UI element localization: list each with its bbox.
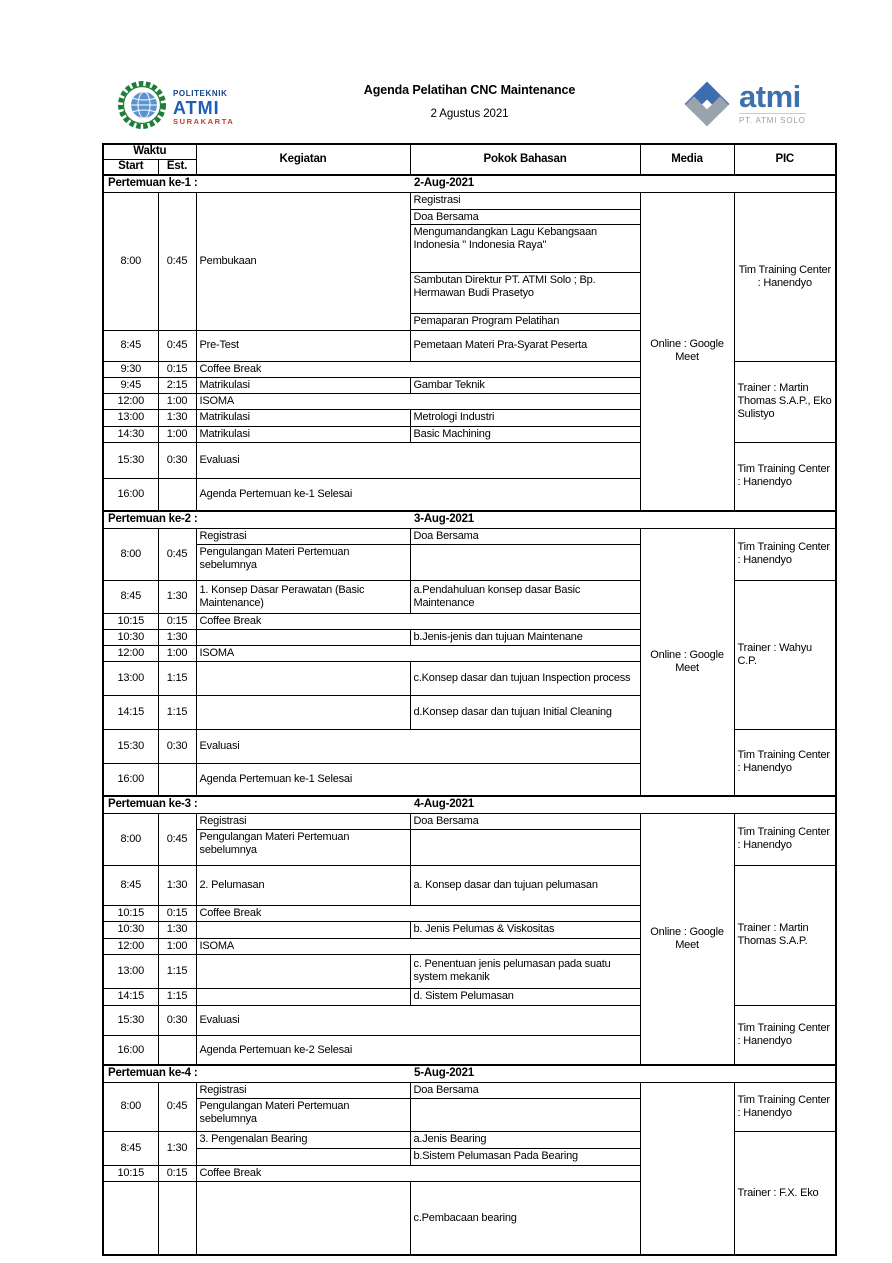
- pic-cell: Tim Training Center : Hanendyo: [734, 1082, 836, 1131]
- start-cell: 16:00: [103, 478, 158, 511]
- est-cell: 0:30: [158, 1005, 196, 1035]
- start-cell: 14:15: [103, 988, 158, 1005]
- pokok-cell: Gambar Teknik: [410, 377, 640, 393]
- kegiatan-cell: Evaluasi: [196, 442, 640, 478]
- est-cell: [158, 1181, 196, 1255]
- est-cell: 1:00: [158, 938, 196, 954]
- pic-cell: Tim Training Center : Hanendyo: [734, 813, 836, 865]
- pokok-cell: d.Konsep dasar dan tujuan Initial Cleaning: [410, 695, 640, 729]
- page-title: Agenda Pelatihan CNC Maintenance: [363, 83, 576, 97]
- pokok-cell: Basic Machining: [410, 426, 640, 442]
- start-cell: 10:30: [103, 629, 158, 645]
- est-cell: [158, 1035, 196, 1065]
- kegiatan-cell: Agenda Pertemuan ke-1 Selesai: [196, 478, 640, 511]
- est-cell: 0:45: [158, 330, 196, 361]
- start-cell: 8:45: [103, 1131, 158, 1165]
- table-header: [103, 144, 836, 175]
- est-cell: 1:15: [158, 661, 196, 695]
- pic-cell: Trainer : F.X. Eko: [734, 1131, 836, 1255]
- kegiatan-subrow: 3. Pengenalan Bearing: [197, 1132, 410, 1149]
- col-header-pokok-bahasan: Pokok Bahasan: [410, 144, 640, 175]
- pokok-subrow: [411, 1099, 640, 1130]
- section-label: Pertemuan ke-4 :: [108, 1067, 198, 1080]
- start-cell: 8:00: [103, 813, 158, 865]
- est-cell: 1:15: [158, 695, 196, 729]
- start-cell: 8:45: [103, 580, 158, 613]
- kegiatan-cell: Evaluasi: [196, 729, 640, 763]
- kegiatan-subrow: Pengulangan Materi Pertemuan sebelumnya: [199, 546, 350, 572]
- pokok-cell: [410, 1131, 640, 1165]
- start-cell: 13:00: [103, 409, 158, 426]
- start-cell: 12:00: [103, 938, 158, 954]
- pic-cell: Trainer : Martin Thomas S.A.P., Eko Sulistyo: [734, 361, 836, 442]
- kegiatan-subrow: [197, 1149, 410, 1164]
- pic-cell: Trainer : Wahyu C.P.: [734, 580, 836, 729]
- pic-cell: Tim Training Center : Hanendyo: [734, 1005, 836, 1065]
- page-date: 2 Agustus 2021: [430, 108, 509, 120]
- kegiatan-cell: ISOMA: [196, 393, 640, 409]
- start-cell: 10:30: [103, 921, 158, 938]
- media-cell: Online : Google Meet: [640, 813, 734, 1065]
- section-header-row: [103, 175, 836, 192]
- kegiatan-subrow: Pengulangan Materi Pertemuan sebelumnya: [199, 831, 350, 857]
- start-cell: 16:00: [103, 763, 158, 796]
- pokok-cell: b.Jenis-jenis dan tujuan Maintenane: [410, 629, 640, 645]
- pokok-cell: d. Sistem Pelumasan: [410, 988, 640, 1005]
- pokok-cell: [410, 1082, 640, 1131]
- start-cell: 10:15: [103, 905, 158, 921]
- section-label: Pertemuan ke-3 :: [108, 798, 198, 811]
- kegiatan-cell: Pre-Test: [196, 330, 410, 361]
- kegiatan-cell: [196, 629, 410, 645]
- start-cell: 9:45: [103, 377, 158, 393]
- pokok-cell: b. Jenis Pelumas & Viskositas: [410, 921, 640, 938]
- pic-cell: Tim Training Center : Hanendyo: [734, 729, 836, 796]
- est-cell: [158, 478, 196, 511]
- table-row: [103, 528, 836, 580]
- media-cell: [640, 1082, 734, 1255]
- pokok-cell: [410, 192, 640, 330]
- pokok-cell: [410, 813, 640, 865]
- start-cell: 15:30: [103, 442, 158, 478]
- section-pertemuan-4: [103, 1065, 836, 1255]
- pokok-subrow: Doa Bersama: [411, 814, 640, 830]
- est-cell: 1:30: [158, 629, 196, 645]
- pic-cell: Tim Training Center : Hanendyo: [734, 528, 836, 580]
- est-cell: 0:15: [158, 361, 196, 377]
- col-header-pic: PIC: [734, 144, 836, 175]
- pic-cell: Tim Training Center : Hanendyo: [734, 442, 836, 511]
- est-cell: 0:45: [158, 813, 196, 865]
- est-cell: 0:45: [158, 1082, 196, 1131]
- kegiatan-cell: Coffee Break: [196, 613, 640, 629]
- kegiatan-cell: ISOMA: [196, 645, 640, 661]
- kegiatan-cell: [196, 661, 410, 695]
- est-cell: 2:15: [158, 377, 196, 393]
- kegiatan-cell: Agenda Pertemuan ke-1 Selesai: [196, 763, 640, 796]
- est-cell: 1:00: [158, 393, 196, 409]
- pokok-subrow: Sambutan Direktur PT. ATMI Solo ; Bp. Hermawan Budi Prasetyo: [411, 273, 640, 314]
- politeknik-atmi-surakarta-logo: [116, 79, 234, 136]
- pokok-cell: a. Konsep dasar dan tujuan pelumasan: [410, 865, 640, 905]
- col-header-waktu: Waktu: [103, 144, 196, 159]
- section-header-row: [103, 796, 836, 813]
- section-label: Pertemuan ke-1 :: [108, 177, 198, 190]
- pokok-cell: a.Pendahuluan konsep dasar Basic Maintenance: [410, 580, 640, 613]
- start-cell: [103, 1181, 158, 1255]
- start-cell: 9:30: [103, 361, 158, 377]
- kegiatan-cell: [196, 1131, 410, 1165]
- est-cell: 1:00: [158, 426, 196, 442]
- start-cell: 8:00: [103, 192, 158, 330]
- start-cell: 8:00: [103, 528, 158, 580]
- start-cell: 15:30: [103, 729, 158, 763]
- est-cell: 0:15: [158, 1165, 196, 1181]
- kegiatan-cell: [196, 813, 410, 865]
- kegiatan-cell: [196, 695, 410, 729]
- pokok-cell: c.Konsep dasar dan tujuan Inspection process: [410, 661, 640, 695]
- pokok-cell: c. Penentuan jenis pelumasan pada suatu system mekanik: [410, 954, 640, 988]
- kegiatan-cell: [196, 528, 410, 580]
- est-cell: [158, 763, 196, 796]
- kegiatan-cell: ISOMA: [196, 938, 640, 954]
- kegiatan-cell: [196, 988, 410, 1005]
- table-row: [103, 192, 836, 330]
- start-cell: 12:00: [103, 393, 158, 409]
- pokok-subrow: Pemaparan Program Pelatihan: [413, 315, 560, 328]
- section-date: 4-Aug-2021: [414, 798, 474, 811]
- est-cell: 1:30: [158, 580, 196, 613]
- logo-right-name: atmi: [739, 79, 801, 115]
- kegiatan-cell: Matrikulasi: [196, 377, 410, 393]
- pokok-subrow: Mengumandangkan Lagu Kebangsaan Indonesia " Indonesia Raya": [411, 225, 640, 273]
- est-cell: 1:30: [158, 921, 196, 938]
- start-cell: 13:00: [103, 661, 158, 695]
- pokok-subrow: Doa Bersama: [411, 529, 640, 545]
- kegiatan-cell: Coffee Break: [196, 1165, 640, 1181]
- kegiatan-cell: 2. Pelumasan: [196, 865, 410, 905]
- gear-globe-emblem-icon: [116, 79, 168, 136]
- est-cell: 1:15: [158, 954, 196, 988]
- atmi-diamond-icon: [683, 80, 731, 128]
- section-header-row: [103, 511, 836, 528]
- kegiatan-cell: [196, 921, 410, 938]
- start-cell: 10:15: [103, 613, 158, 629]
- section-date: 2-Aug-2021: [414, 177, 474, 190]
- kegiatan-cell: [196, 954, 410, 988]
- start-cell: 16:00: [103, 1035, 158, 1065]
- logo-left-line2: ATMI: [173, 97, 220, 118]
- est-cell: 0:15: [158, 905, 196, 921]
- kegiatan-subrow: Registrasi: [197, 529, 410, 545]
- est-cell: 0:45: [158, 528, 196, 580]
- table-row: [103, 1082, 836, 1131]
- est-cell: 1:30: [158, 1131, 196, 1165]
- pokok-cell: [410, 528, 640, 580]
- kegiatan-cell: Pembukaan: [196, 192, 410, 330]
- pokok-cell: Metrologi Industri: [410, 409, 640, 426]
- kegiatan-cell: Evaluasi: [196, 1005, 640, 1035]
- pokok-subrow: Registrasi: [411, 193, 640, 210]
- pic-cell: Tim Training Center : Hanendyo: [734, 192, 836, 361]
- kegiatan-subrow: Registrasi: [197, 1083, 410, 1099]
- section-pertemuan-3: [103, 796, 836, 1065]
- kegiatan-cell: 1. Konsep Dasar Perawatan (Basic Maintenance): [196, 580, 410, 613]
- kegiatan-cell: Agenda Pertemuan ke-2 Selesai: [196, 1035, 640, 1065]
- section-date: 3-Aug-2021: [414, 513, 474, 526]
- logo-left-line1: POLITEKNIK: [173, 88, 228, 98]
- kegiatan-cell: Coffee Break: [196, 361, 640, 377]
- pic-cell: Trainer : Martin Thomas S.A.P.: [734, 865, 836, 1005]
- kegiatan-cell: Coffee Break: [196, 905, 640, 921]
- start-cell: 12:00: [103, 645, 158, 661]
- pokok-subrow: Doa Bersama: [411, 210, 640, 225]
- pokok-subrow: Doa Bersama: [411, 1083, 640, 1099]
- col-header-kegiatan: Kegiatan: [196, 144, 410, 175]
- section-header-row: [103, 1065, 836, 1082]
- pokok-cell: Pemetaan Materi Pra-Syarat Peserta: [410, 330, 640, 361]
- pokok-subrow: [411, 830, 640, 864]
- est-cell: 0:30: [158, 442, 196, 478]
- section-date: 5-Aug-2021: [414, 1067, 474, 1080]
- logo-right-subtitle: PT. ATMI SOLO: [739, 113, 806, 125]
- kegiatan-cell: [196, 1181, 410, 1255]
- pokok-subrow: b.Sistem Pelumasan Pada Bearing: [413, 1150, 578, 1163]
- pt-atmi-solo-logo: [683, 80, 806, 128]
- kegiatan-cell: [196, 1082, 410, 1131]
- col-header-est: Est.: [158, 159, 196, 175]
- est-cell: 1:15: [158, 988, 196, 1005]
- table-row: [103, 813, 836, 865]
- start-cell: 14:30: [103, 426, 158, 442]
- start-cell: 8:45: [103, 865, 158, 905]
- logo-left-line3: SURAKARTA: [173, 116, 235, 126]
- est-cell: 1:00: [158, 645, 196, 661]
- col-header-media: Media: [640, 144, 734, 175]
- section-pertemuan-2: [103, 511, 836, 796]
- start-cell: 8:00: [103, 1082, 158, 1131]
- start-cell: 8:45: [103, 330, 158, 361]
- pokok-cell: c.Pembacaan bearing: [410, 1181, 640, 1255]
- agenda-table: [102, 143, 837, 1256]
- est-cell: 1:30: [158, 409, 196, 426]
- kegiatan-cell: Matrikulasi: [196, 409, 410, 426]
- pokok-subrow: [411, 545, 640, 579]
- start-cell: 10:15: [103, 1165, 158, 1181]
- start-cell: 14:15: [103, 695, 158, 729]
- start-cell: 13:00: [103, 954, 158, 988]
- est-cell: 1:30: [158, 865, 196, 905]
- kegiatan-subrow: Pengulangan Materi Pertemuan sebelumnya: [199, 1100, 350, 1126]
- section-label: Pertemuan ke-2 :: [108, 513, 198, 526]
- est-cell: 0:15: [158, 613, 196, 629]
- section-pertemuan-1: [103, 175, 836, 511]
- media-cell: Online : Google Meet: [640, 528, 734, 796]
- kegiatan-cell: Matrikulasi: [196, 426, 410, 442]
- start-cell: 15:30: [103, 1005, 158, 1035]
- media-cell: Online : Google Meet: [640, 192, 734, 511]
- est-cell: 0:45: [158, 192, 196, 330]
- col-header-start: Start: [103, 159, 158, 175]
- agenda-table-viewport: [102, 143, 838, 1224]
- kegiatan-subrow: Registrasi: [197, 814, 410, 830]
- pokok-subrow: a.Jenis Bearing: [411, 1132, 640, 1149]
- est-cell: 0:30: [158, 729, 196, 763]
